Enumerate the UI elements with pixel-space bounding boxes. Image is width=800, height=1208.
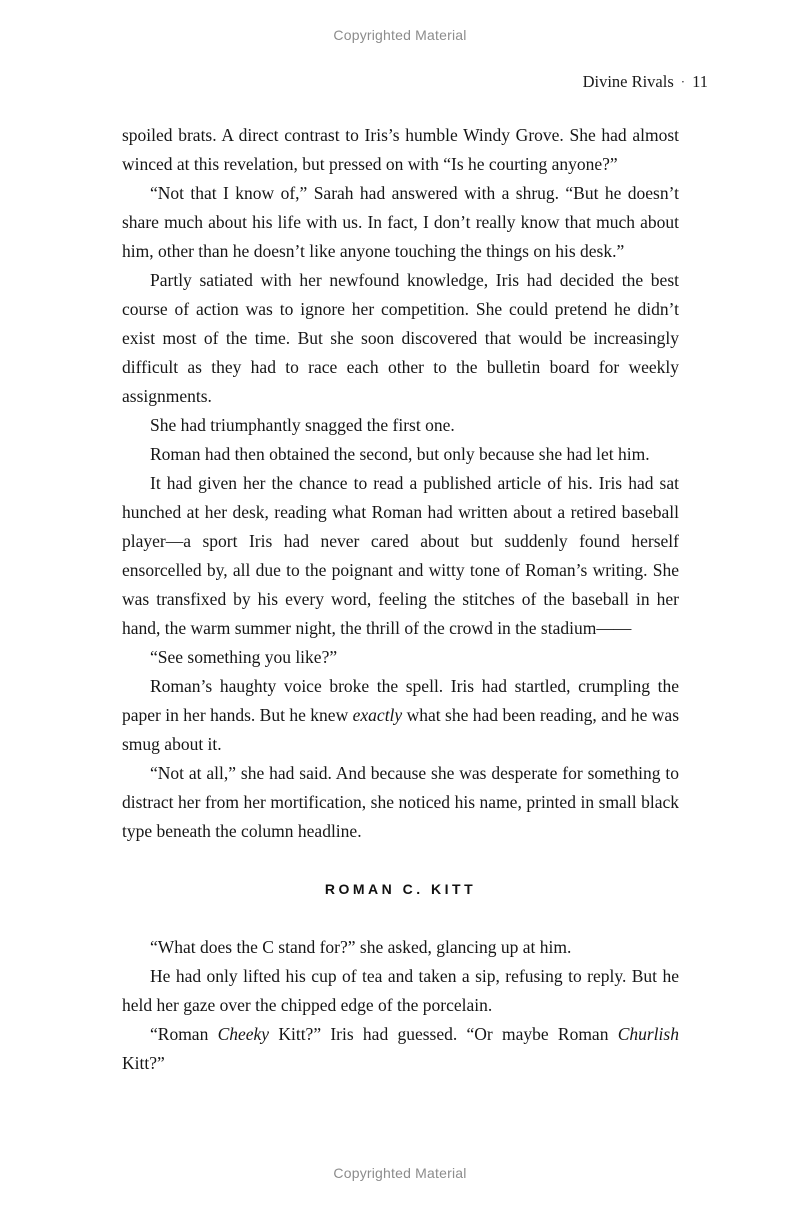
- text-run: It had given her the chance to read a published article of his. Iris had sat hunched at her desk, reading what Roman had written about a retired baseball player—a sport Iris had never cared about but suddenly found herself ensorcelled by, all due to the poignant and witty tone of Roman’s writing. She was transfixed by his every word, feeling the stitches of the baseball in her hand, the warm summer night, the thrill of the crowd in the stadium——: [122, 473, 679, 638]
- page-number: 11: [692, 72, 708, 91]
- italic-text-run: exactly: [352, 705, 403, 725]
- text-run: Roman had then obtained the second, but only because she had let him.: [150, 444, 650, 464]
- running-header: [583, 72, 708, 92]
- paragraph: [122, 672, 679, 759]
- text-run: “Not at all,” she had said. And because she was desperate for something to distract her from her mortification, she noticed his name, printed in small black type beneath the column headline.: [122, 763, 679, 841]
- text-run: She had triumphantly snagged the first one.: [150, 415, 455, 435]
- header-separator-icon: ·: [680, 74, 686, 89]
- paragraph: [122, 962, 679, 1020]
- paragraph: [122, 121, 679, 179]
- book-title: Divine Rivals: [582, 72, 674, 91]
- text-run: Kitt?” Iris had guessed. “Or maybe Roman: [269, 1024, 618, 1044]
- paragraph: [122, 643, 679, 672]
- page-body: [122, 121, 679, 1078]
- text-run: what she had been reading, and he was smug about it.: [122, 705, 680, 754]
- paragraph: [122, 1020, 679, 1078]
- text-run: Kitt?”: [122, 1053, 165, 1073]
- paragraph: [122, 933, 679, 962]
- text-run: “Roman: [150, 1024, 218, 1044]
- byline-heading: ROMAN C. KITT: [324, 881, 477, 897]
- paragraph: [122, 266, 679, 411]
- copyright-notice-top: Copyrighted Material: [333, 27, 467, 43]
- text-run: “What does the C stand for?” she asked, glancing up at him.: [150, 937, 572, 957]
- italic-text-run: Churlish: [617, 1024, 679, 1044]
- text-run: “See something you like?”: [150, 647, 338, 667]
- text-run: “Not that I know of,” Sarah had answered with a shrug. “But he doesn’t share much about his life with us. In fact, I don’t really know that much about him, other than he doesn’t like anyone touching the things on his desk.”: [122, 183, 679, 261]
- text-run: He had only lifted his cup of tea and taken a sip, refusing to reply. But he held her gaze over the chipped edge of the porcelain.: [122, 966, 679, 1015]
- paragraph: [122, 440, 679, 469]
- italic-text-run: Cheeky: [217, 1024, 270, 1044]
- paragraph: [122, 759, 679, 846]
- paragraph: [122, 179, 679, 266]
- paragraph: [122, 469, 679, 643]
- text-run: Partly satiated with her newfound knowledge, Iris had decided the best course of action was to ignore her competition. She could pretend he didn’t exist most of the time. But she soon discovered that would be increasingly difficult as they had to race each other to the bulletin board for weekly assignments.: [122, 270, 679, 406]
- text-run: Roman’s haughty voice broke the spell. Iris had startled, crumpling the paper in her hands. But he knew: [122, 676, 679, 725]
- copyright-notice-bottom: Copyrighted Material: [333, 1165, 467, 1181]
- text-run: spoiled brats. A direct contrast to Iris’s humble Windy Grove. She had almost winced at this revelation, but pressed on with “Is he courting anyone?”: [122, 125, 679, 174]
- paragraph: [122, 411, 679, 440]
